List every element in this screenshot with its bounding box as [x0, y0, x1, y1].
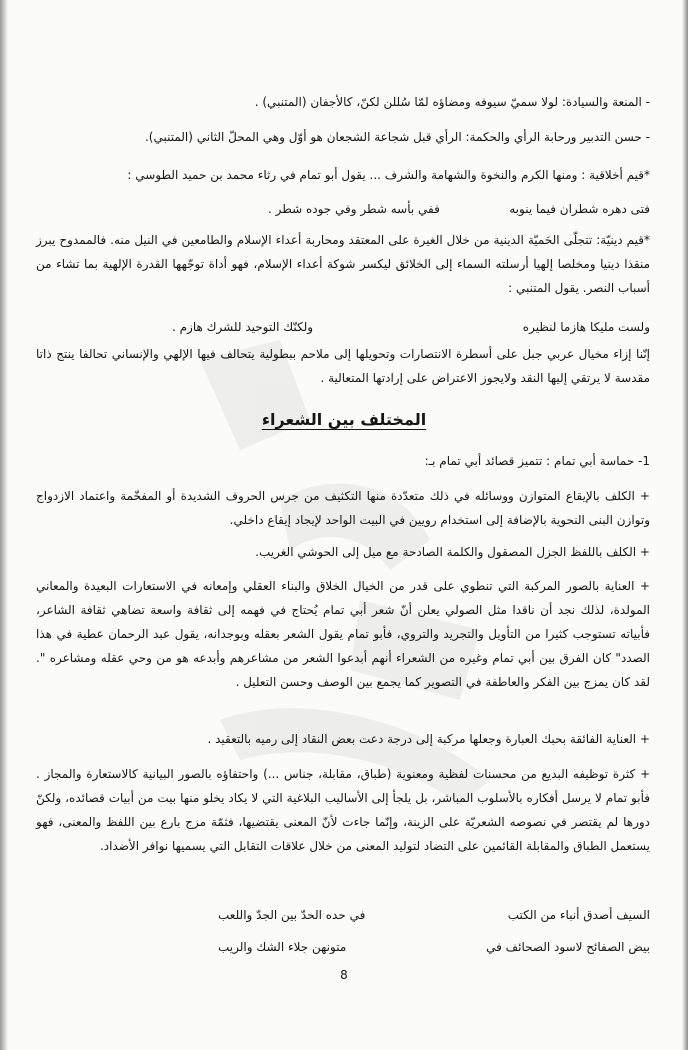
page-number: 8 — [340, 968, 348, 982]
feature-rhetoric: + كثرة توظيفه البديع من محسنات لفظية ومعنوية (طباق، مقابلة، جناس ...) واحتفاؤه بالصور البيانية كالاستعارة والمجاز . فأبو تمام لا يرسل أفكاره بالأسلوب المباشر، بل يلجأ إلى الأساليب البلاغية التي لا يكاد يخلو منها بيت من أبيات قصائده، ولكنّ دورها لم يقتصر في نصوصه الشعريّة على الزينة، وإنّما جاءت لأنّ المعنى يقتضيها، فثمّة مزج بارع بين اللفظ والمعنى، فهو يستعمل الطباق والمقابلة القائمين على التضاد لتوليد المعنى من خلال علاقات التقابل التي يسميها نوافر الأضداد. — [36, 767, 650, 853]
verse-right-hemistich: بيض الصفائح لاسود الصحائف في — [486, 940, 650, 954]
feature-rhythm: + الكلف بالإيقاع المتوازن ووسائله في ذلك متعدّدة منها التكثيف من جرس الحروف الشديدة أو المفخّمة واعتماد الازدواج وتوازن البنى النحوية بالإضافة إلى استخدام رويين في البيت الواحد لإيجاد إيقاع داخلي. — [36, 489, 650, 527]
text-line-moral-values: *قيم أخلاقية : ومنها الكرم والنخوة والشهامة والشرف ... يقول أبو تمام في رثاء محمد بن حميد الطوسي : — [127, 168, 650, 182]
section-heading — [0, 408, 688, 432]
verse-left-hemistich: ولكنّك التوحيد للشرك هازم . — [172, 320, 314, 334]
feature-diction: + الكلف باللفظ الجزل المصقول والكلمة الصادحة مع ميل إلى الحوشي الغريب. — [255, 545, 650, 559]
page-edge-shadow-left — [0, 0, 8, 1050]
verse-left-hemistich: في حده الحدّ بين الجدّ واللعب — [218, 908, 366, 922]
heading-text: المختلف بين الشعراء — [261, 410, 427, 429]
verse-left-hemistich: متونهن جلاء الشك والريب — [218, 940, 347, 954]
verse-right-hemistich: فتى دهره شطران فيما ينوبه — [509, 202, 650, 216]
paragraph-religious-values: *قيم دينيّة: تتجلّى الحَميّة الدينية من خلال الغيرة على المعتقد ومحاربة أعداء الإسلام والطامعين في النيل منه. فالممدوح يبرز منقذا دينيا ومخلصا إلهيا أرسلته السماء إلى الخلائق ليكسر شوكة أعداء الإسلام، فهو أداة توجّهها القدرة الإلهية بما تشاء من أسباب النصر. يقول المتنبي : — [36, 233, 650, 295]
verse-left-hemistich: ففي بأسه شطر وفي جوده شطر . — [268, 202, 440, 216]
verse-right-hemistich: ولست مليكا هازما لنظيره — [522, 320, 650, 334]
verse-right-hemistich: السيف أصدق أنباء من الكتب — [507, 908, 650, 922]
subsection-title: 1- حماسة أبي تمام : تتميز قصائد أبي تمام بـ: — [424, 454, 650, 468]
paragraph-arab-imagination: إنّنا إزاء مخيال عربي جبل على أسطرة الانتصارات وتحويلها إلى ملاحم ببطولية يتحالف فيها الإلهي والإنساني تحالفا ينتج ذاتا مقدسة لا يرتقي إليها النقد ولايجوز الاعتراض على إرادتها المتعالية . — [36, 347, 650, 385]
feature-imagery: + العناية بالصور المركبة التي تنطوي على قدر من الخيال الخلاق والبناء العقلي وإمعانه في الاستعارات البعيدة والمعاني المولدة، لذلك نجد أن ناقدا مثل الصولي يعلن أنّ شعر أبي تمام يُحتاج في فهمه إلى ثقافة واسعة تضاهي ثقافة الشاعر، فأبياته تستوجب كثيرا من التأويل والتجريد والتروي، فأبو تمام يقول الشعر بعقله وبوجدانه، يقول عبد الرحمان عطية في هذا الصدد" كان الفرق بين أبي تمام وغيره من الشعراء أنهم أبدعوا الشعر من مشاعرهم وأبدعه هو من وحي عقله ومشاعره ". لقد كان يمزج بين الفكر والعاطفة في التصوير كما يجمع بين الوصف وحسن التعليل . — [36, 579, 650, 689]
feature-complexity: + العناية الفائقة بحبك العبارة وجعلها مركبة إلى درجة دعت بعض النقاد إلى رميه بالتعقيد . — [207, 732, 650, 746]
text-line-wisdom: - حسن التدبير ورحابة الرأي والحكمة: الرأي قبل شجاعة الشجعان هو أوّل وهي المحلّ الثاني (المتنبي). — [144, 130, 650, 144]
text-line-sovereignty: - المنعة والسيادة: لولا سميّ سيوفه ومضاؤه لمّا سُللن لكنّ، كالأجفان (المتنبي) . — [254, 95, 650, 109]
page-edge-shadow-right — [682, 0, 688, 1050]
